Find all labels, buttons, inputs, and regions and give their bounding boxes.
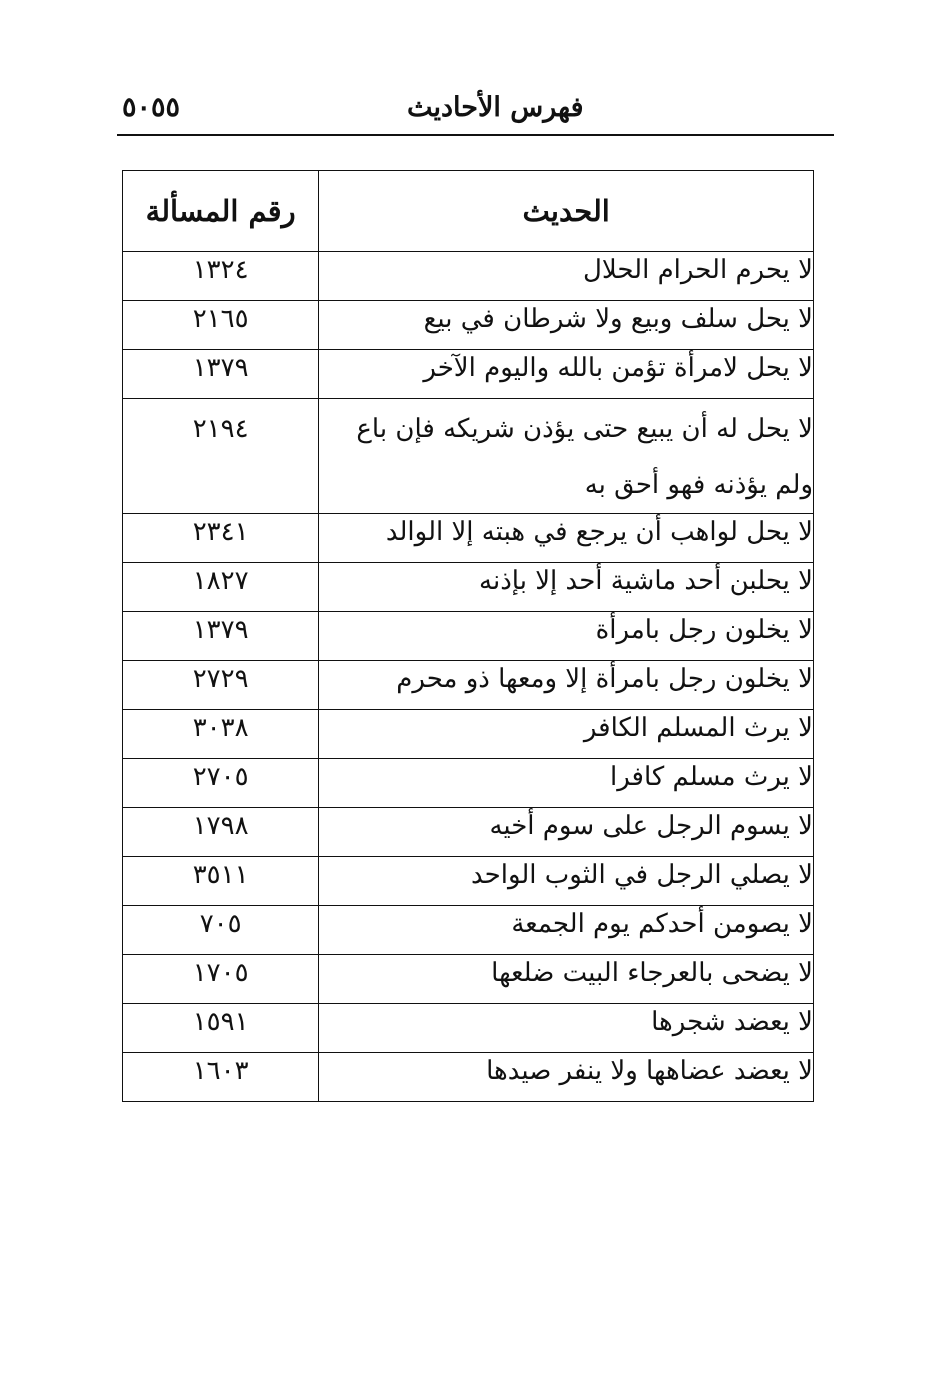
issue-number: ٧٠٥ (123, 906, 319, 955)
table-row (123, 252, 814, 301)
hadith-text: لا يخلون رجل بامرأة إلا ومعها ذو محرم (319, 661, 814, 710)
hadith-text: لا يحرم الحرام الحلال (319, 252, 814, 301)
table-row (123, 514, 814, 563)
issue-number: ٢٧٠٥ (123, 759, 319, 808)
column-header-number: رقم المسألة (123, 171, 319, 252)
hadith-text: لا يحل لواهب أن يرجع في هبته إلا الوالد (319, 514, 814, 563)
table-row (123, 661, 814, 710)
hadith-text: لا يرث مسلم كافرا (319, 759, 814, 808)
table-row (123, 955, 814, 1004)
table-row (123, 710, 814, 759)
issue-number: ١٧٩٨ (123, 808, 319, 857)
issue-number: ٢٧٢٩ (123, 661, 319, 710)
table-row (123, 759, 814, 808)
hadith-text: لا يضحى بالعرجاء البيت ضلعها (319, 955, 814, 1004)
hadith-text: لا يحل سلف وبيع ولا شرطان في بيع (319, 301, 814, 350)
issue-number: ٢٣٤١ (123, 514, 319, 563)
hadith-text: لا يحل له أن يبيع حتى يؤذن شريكه فإن باع ولم يؤذنه فهو أحق به (319, 399, 814, 514)
table-row (123, 563, 814, 612)
issue-number: ٣٥١١ (123, 857, 319, 906)
page-header (117, 84, 834, 136)
hadith-text: لا يحل لامرأة تؤمن بالله واليوم الآخر (319, 350, 814, 399)
table-row (123, 1004, 814, 1053)
hadith-index-table (122, 170, 814, 1102)
issue-number: ٢١٦٥ (123, 301, 319, 350)
issue-number: ١٧٠٥ (123, 955, 319, 1004)
hadith-text: لا يخلون رجل بامرأة (319, 612, 814, 661)
table-row (123, 612, 814, 661)
issue-number: ٣٠٣٨ (123, 710, 319, 759)
table-row (123, 857, 814, 906)
issue-number: ٢١٩٤ (123, 399, 319, 514)
hadith-text: لا يرث المسلم الكافر (319, 710, 814, 759)
running-title: فهرس الأحاديث (407, 92, 584, 123)
issue-number: ١٣٧٩ (123, 612, 319, 661)
table-row (123, 1053, 814, 1102)
issue-number: ١٣٧٩ (123, 350, 319, 399)
hadith-text: لا يعضد شجرها (319, 1004, 814, 1053)
hadith-text: لا يسوم الرجل على سوم أخيه (319, 808, 814, 857)
page-number: ٥٠٥٥ (122, 92, 181, 123)
column-header-hadith: الحديث (319, 171, 814, 252)
table-row (123, 399, 814, 514)
table-header-row (123, 171, 814, 252)
table-row (123, 906, 814, 955)
hadith-text: لا يصومن أحدكم يوم الجمعة (319, 906, 814, 955)
table-row (123, 301, 814, 350)
table-row (123, 350, 814, 399)
hadith-text: لا يحلبن أحد ماشية أحد إلا بإذنه (319, 563, 814, 612)
issue-number: ١٣٢٤ (123, 252, 319, 301)
issue-number: ١٦٠٣ (123, 1053, 319, 1102)
hadith-text: لا يصلي الرجل في الثوب الواحد (319, 857, 814, 906)
issue-number: ١٨٢٧ (123, 563, 319, 612)
table-row (123, 808, 814, 857)
hadith-text: لا يعضد عضاهها ولا ينفر صيدها (319, 1053, 814, 1102)
issue-number: ١٥٩١ (123, 1004, 319, 1053)
